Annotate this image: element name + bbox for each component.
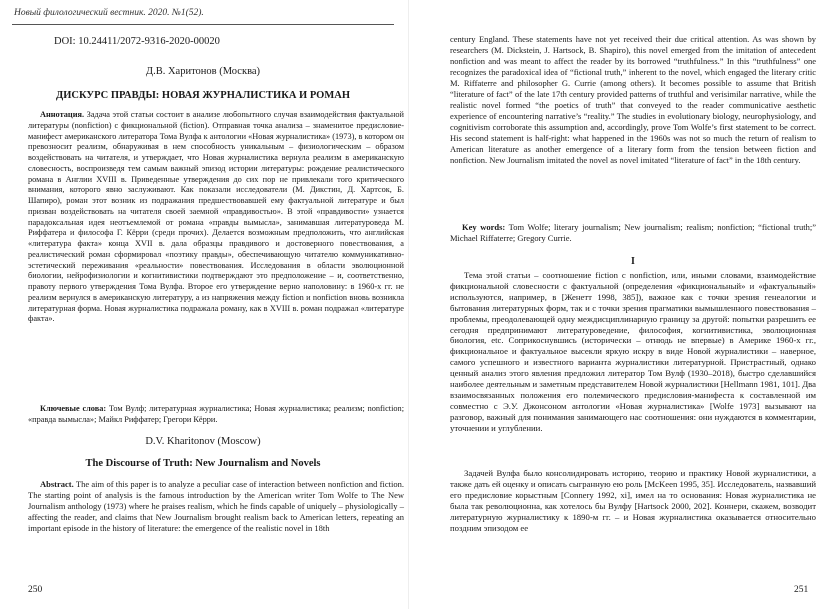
keywords-ru [28,404,404,426]
author-ru: Д.В. Харитонов (Москва) [145,66,261,77]
body-paragraph-1: Тема этой статьи – соотношение fiction с nonfiction, или, иными словами, взаимодействие фикциональной словесности с фактуальной (определения «фикциональный» и «фактуальный» используются, например, в [Женетт 1998, 385]), важное как с точки зрения генеалогии и бытования литературных форм, так и с точки зрения прагматики вымышленного повествования – проблемы, преодолевающей одну междисциплинарную границу за другой: попытки разрешить ее сегодня предпринимают литературоведение, философия, когнитивистика, эволюционная биология, etc. Соприкоснувшись (исторически – отнюдь не впервые) в Америке 1960-х гг., фикциональное и фактуальное высекли яркую искру в виде Новой журналистики – наверное, самого успешного и известного варианта журналистики литературной. Пристрастный, однако ценный анализ этого явления предложил литератор Том Вулф (1930–2018), быстро сделавшийся наиболее деятельным и заметным представителем Новой журналистики [Hellmann 1981, 101]. Два взаимосвязанных положения его полемического предисловия-манифеста к составленной им совместно с Э.У. Джонсоном антологии «Новая журналистика» [Wolfe 1973] вызывают на разговор, важный для понимания занимающего нас соотношения: они нуждаются в комментарии, уточнении и углублении. [450,270,816,433]
abstract-ru-label: Аннотация. [40,110,85,119]
page-number-left: 250 [28,585,43,595]
right-page [410,0,820,609]
abstract-ru [28,110,404,325]
section-numeral: I [631,256,635,267]
header-rule [12,24,394,25]
keywords-ru-label: Ключевые слова: [40,404,107,413]
keywords-ru-text: Том Вулф; литературная журналистика; Новая журналистика; реализм; nonfiction; «правда вымысла»; Майкл Риффатер; Грегори Кёрри. [28,404,404,424]
journal-header: Новый филологический вестник. 2020. №1(52). [14,8,204,18]
title-ru: ДИСКУРС ПРАВДЫ: НОВАЯ ЖУРНАЛИСТИКА И РОМАН [55,90,351,101]
abstract-en-continued: century England. These statements have not yet received their due critical attention. As was shown by researchers (M. Dickstein, J. Hartsock, B. Shapiro), this novel emerged from the imitation of antecedent nonfiction and was meant to affect the reader by its borrowed “truthfulness.” In this “truthfulness” one recognizes the paradoxical idea of “fictional truth,” inherent to the novel, which engaged the literary critic M. Riffaterre and philosopher G. Currie (among others). It becomes possible to assume that British “literature of fact” of the late 17th century provided patterns of truthful and verisimilar narrative, while the realistic novel formed “the poetics of truth” that conveyed to the reader communicative aesthetic experience of encountering narrative’s “reality.” The studies in evolutionary biology, neurophysiology, and cognitivism corroborate this assumption and, accordingly, prove Tom Wolfe’s first statement to be correct. His second statement is half-right: what happened in the 1960s was not so much the return of realism to American literature as another emergence of a literary form from the tension between fiction and nonfiction. New Journalism imitated the novel as novel imitated “literature of fact” in the 18th century. [450,34,816,165]
body-paragraph-2: Задачей Вулфа было консолидировать историю, теорию и практику Новой журналистики, а также дать ей оценку и описать сыгранную ею роль [McKeen 1995, 35]. Исследователь, назвавший его предисловие корыстным [Connery 1992, xi], имел на то основания: Новая журналистика не была так революционна, как хотелось бы Вулфу [Hartsock 2000, 202]. Коннери, скажем, возводит литературную журналистику к 1890-м гг. – и Новая журналистика оказывается относительно поздним эпизодом ее [450,468,816,533]
keywords-en [450,222,816,244]
keywords-en-text: Tom Wolfe; literary journalism; New journalism; realism; nonfiction; “fictional truth;” Michael Riffaterre; Gregory Currie. [450,222,816,243]
abstract-en-label: Abstract. [40,479,74,489]
abstract-ru-text: Задача этой статьи состоит в анализе любопытного случая взаимодействия фактуальной литературы (nonfiction) с фикциональной (fiction). Отправная точка анализа – знаменитое предисловие-манифест американского литератора Тома Вулфа к антологии «Новая журналистика» (1973), в котором он превозносит реализм, обнаруживая в нем способность уникальным – физиологическим – образом воздействовать на читателя, и утверждает, что Новая журналистика вернула реализм в американскую словесность, воспроизведя тем самым важный эпизод истории литературы: рождение реалистического романа в Англии XVIII в. Приведенные утверждения до сих пор не привлекали того критического внимания, которого явно заслуживают. Как показали исследователи (М. Дикстин, Д. Хартсок, Б. Шапиро), роман этот возник из подражания предшествовавшей ему фактуальной литературе и был призван воздействовать на читателя своей заемной «правдивостью». В этой «правдивости» узнается парадоксальная идея неотъемлемой от романа «правды вымысла», занимавшая литературоведа М. Риффатера и философа Г. Кёрри (среди прочих). Делается возможным предположить, что английская «литература факта» конца XVII в. дала образцы правдивого и достоверного повествования, а реалистический роман сформировал «поэтику правды», обеспечивающую читателю коммуникативно-эстетический переживания «реальности» повествования. Исследования в области эволюционной биологии, нейрофизиологии и когнитивистики подтверждают это предположение – и, соответственно, правоту первого утверждения Тома Вулфа. Второе его утверждение верно наполовину: в 1960-х гг. не реализм вернулся в американскую литературу, а из напряжения между fiction и nonfiction вновь возникла литературная форма. Новая журналистика подражала роману, как в XVIII в. роман подражал «литературе факта». [28,110,404,324]
keywords-en-label: Key words: [462,222,506,232]
abstract-en [28,479,404,534]
author-en: D.V. Kharitonov (Moscow) [145,436,261,447]
abstract-en-text: The aim of this paper is to analyze a peculiar case of interaction between nonfiction and fiction. The starting point of analysis is the famous introduction by the American writer Tom Wolfe to The New Journalism anthology (1973) where he praises realism, which he finds capable of uniquely – physiologically – affecting the reader, and claims that New Journalism brought realism back to American letters, repeating an important episode in the history of literature: the emergence of the realistic novel in 18th [28,479,404,533]
title-en: The Discourse of Truth: New Journalism and Novels [85,458,321,469]
page-number-right: 251 [794,585,809,595]
doi: DOI: 10.24411/2072-9316-2020-00020 [54,36,220,47]
